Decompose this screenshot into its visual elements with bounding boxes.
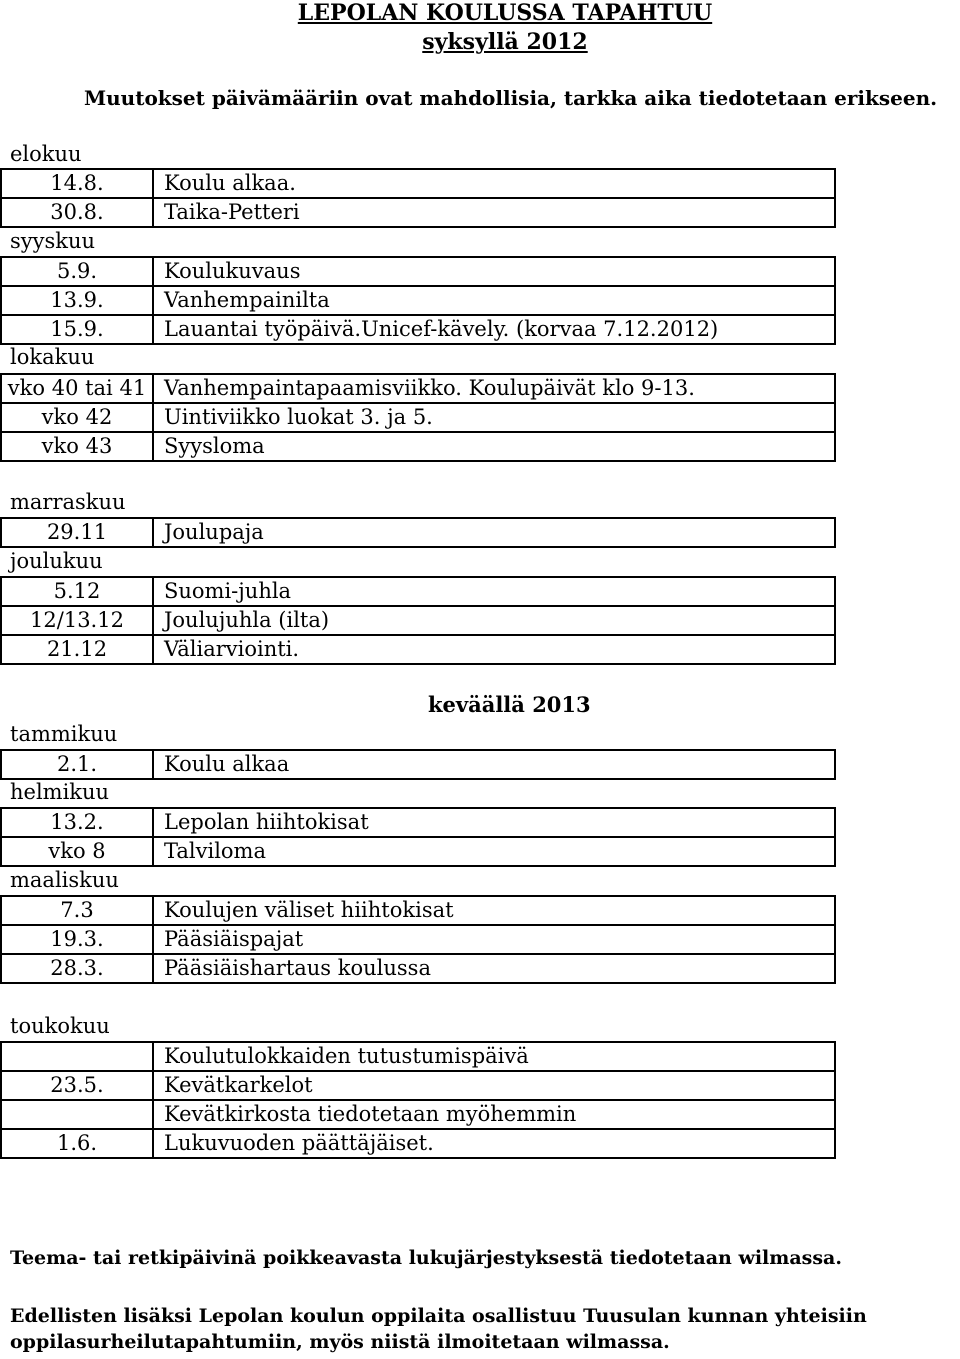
page-subtitle: syksyllä 2012 — [422, 29, 588, 55]
table-row — [1, 403, 835, 432]
schedule-table-elokuu — [0, 168, 836, 228]
table-row — [1, 954, 835, 983]
table-row — [1, 837, 835, 866]
schedule-table-syyskuu — [0, 256, 836, 345]
event-date: 23.5. — [1, 1071, 153, 1100]
event-description: Koulu alkaa — [153, 750, 835, 779]
event-description: Talviloma — [153, 837, 835, 866]
month-label-tammikuu: tammikuu — [10, 722, 118, 746]
page-title: LEPOLAN KOULUSSA TAPAHTUU — [297, 0, 713, 26]
event-date: 30.8. — [1, 198, 153, 227]
table-row — [1, 750, 835, 779]
event-date: 19.3. — [1, 925, 153, 954]
event-description: Lukuvuoden päättäjäiset. — [153, 1129, 835, 1158]
table-row — [1, 432, 835, 461]
event-date: 5.12 — [1, 577, 153, 606]
table-row — [1, 808, 835, 837]
event-date: 21.12 — [1, 635, 153, 664]
event-date: vko 40 tai 41 — [1, 374, 153, 403]
event-date: vko 42 — [1, 403, 153, 432]
event-description: Koulutulokkaiden tutustumispäivä — [153, 1042, 835, 1071]
event-description: Koulu alkaa. — [153, 169, 835, 198]
schedule-table-marraskuu — [0, 517, 836, 548]
event-date: 2.1. — [1, 750, 153, 779]
event-description: Lepolan hiihtokisat — [153, 808, 835, 837]
table-row — [1, 286, 835, 315]
table-row — [1, 257, 835, 286]
month-label-joulukuu: joulukuu — [10, 549, 103, 573]
event-description: Koulujen väliset hiihtokisat — [153, 896, 835, 925]
sports-events-note: Edellisten lisäksi Lepolan koulun oppilaita osallistuu Tuusulan kunnan yhteisiin oppilasurheilutapahtumiin, myös niistä ilmoitetaan wilmassa. — [10, 1305, 867, 1353]
table-row — [1, 374, 835, 403]
event-description: Lauantai työpäivä.Unicef-kävely. (korvaa 7.12.2012) — [153, 315, 835, 344]
event-date: 5.9. — [1, 257, 153, 286]
table-row — [1, 577, 835, 606]
event-description: Joulupaja — [153, 518, 835, 547]
event-description: Kevätkarkelot — [153, 1071, 835, 1100]
schedule-table-helmikuu — [0, 807, 836, 867]
event-date: 7.3 — [1, 896, 153, 925]
event-date — [1, 1042, 153, 1071]
schedule-table-toukokuu — [0, 1041, 836, 1159]
month-label-maaliskuu: maaliskuu — [10, 868, 119, 892]
table-row — [1, 606, 835, 635]
table-row — [1, 315, 835, 344]
event-description: Suomi-juhla — [153, 577, 835, 606]
month-label-toukokuu: toukokuu — [10, 1014, 110, 1038]
table-row — [1, 198, 835, 227]
schedule-table-maaliskuu — [0, 895, 836, 984]
table-row — [1, 1129, 835, 1158]
event-description: Taika-Petteri — [153, 198, 835, 227]
event-date: 12/13.12 — [1, 606, 153, 635]
schedule-table-joulukuu — [0, 576, 836, 665]
event-date: 28.3. — [1, 954, 153, 983]
event-date: vko 8 — [1, 837, 153, 866]
table-row — [1, 1071, 835, 1100]
schedule-table-tammikuu — [0, 749, 836, 780]
event-description: Joulujuhla (ilta) — [153, 606, 835, 635]
theme-day-note: Teema- tai retkipäivinä poikkeavasta lukujärjestyksestä tiedotetaan wilmassa. — [10, 1247, 842, 1269]
table-row — [1, 635, 835, 664]
event-description: Koulukuvaus — [153, 257, 835, 286]
event-date: vko 43 — [1, 432, 153, 461]
event-description: Väliarviointi. — [153, 635, 835, 664]
month-label-elokuu: elokuu — [10, 142, 82, 166]
schedule-table-lokakuu — [0, 373, 836, 462]
event-date: 13.2. — [1, 808, 153, 837]
table-row — [1, 1042, 835, 1071]
event-description: Pääsiäishartaus koulussa — [153, 954, 835, 983]
event-date: 15.9. — [1, 315, 153, 344]
month-label-marraskuu: marraskuu — [10, 490, 126, 514]
month-label-syyskuu: syyskuu — [10, 229, 96, 253]
date-change-notice: Muutokset päivämääriin ovat mahdollisia, tarkka aika tiedotetaan erikseen. — [84, 86, 938, 110]
spring-heading: keväällä 2013 — [428, 692, 591, 717]
event-description: Vanhempainilta — [153, 286, 835, 315]
event-description: Uintiviikko luokat 3. ja 5. — [153, 403, 835, 432]
table-row — [1, 169, 835, 198]
table-row — [1, 896, 835, 925]
event-date: 1.6. — [1, 1129, 153, 1158]
event-description: Kevätkirkosta tiedotetaan myöhemmin — [153, 1100, 835, 1129]
event-date: 29.11 — [1, 518, 153, 547]
table-row — [1, 518, 835, 547]
event-date — [1, 1100, 153, 1129]
table-row — [1, 1100, 835, 1129]
month-label-lokakuu: lokakuu — [10, 345, 95, 369]
month-label-helmikuu: helmikuu — [10, 780, 110, 804]
event-description: Pääsiäispajat — [153, 925, 835, 954]
event-description: Vanhempaintapaamisviikko. Koulupäivät klo 9-13. — [153, 374, 835, 403]
table-row — [1, 925, 835, 954]
event-date: 14.8. — [1, 169, 153, 198]
event-description: Syysloma — [153, 432, 835, 461]
event-date: 13.9. — [1, 286, 153, 315]
